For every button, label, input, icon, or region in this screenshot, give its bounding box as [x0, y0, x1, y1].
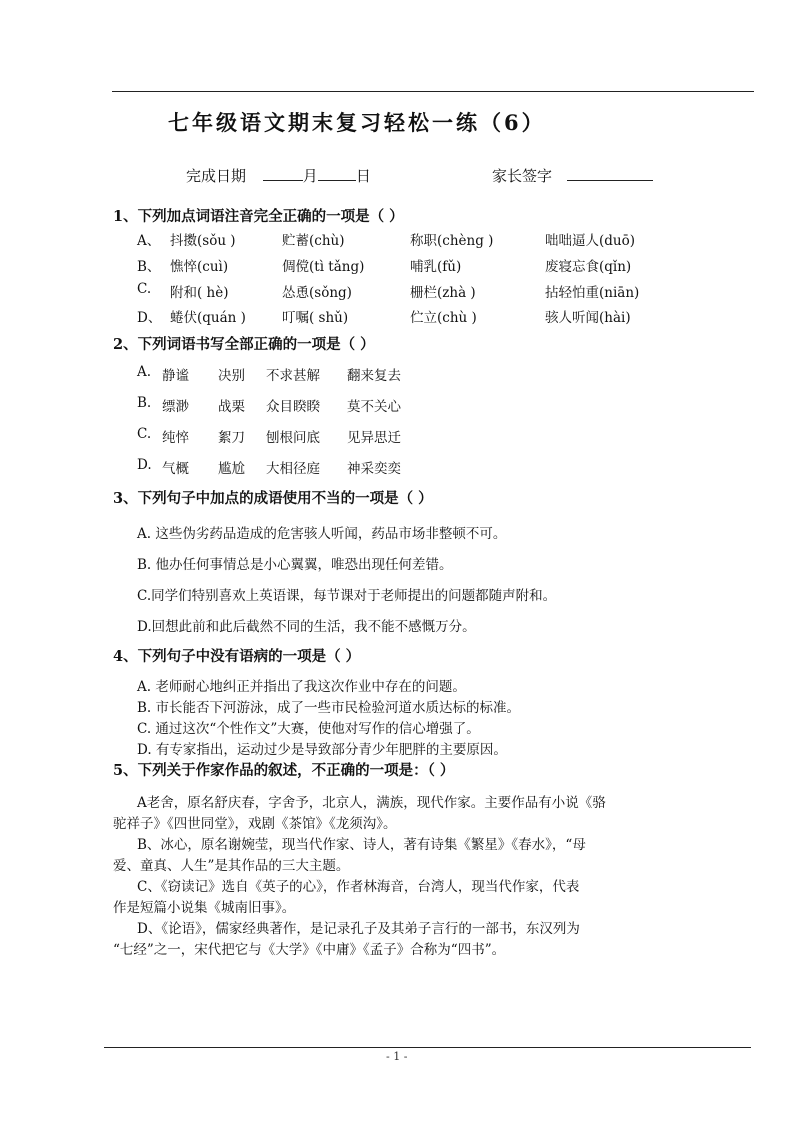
q2-option-a-word-3: 不求甚解: [266, 368, 320, 384]
q1-option-a-word-1: 抖擞(sǒu ): [170, 233, 236, 249]
q2-option-b-label: B.: [137, 395, 152, 411]
parent-signature-blank[interactable]: [567, 168, 653, 181]
question-1-heading: 1、下列加点词语注音完全正确的一项是（ ）: [113, 208, 404, 225]
q5-option-b-line-2: 爱、童真、人生”是其作品的三大主题。: [113, 858, 350, 874]
question-3-heading: 3、下列句子中加点的成语使用不当的一项是（ ）: [113, 490, 433, 507]
q1-option-d-word-2: 叮嘱( shǔ): [282, 310, 349, 326]
q4-option-c: C. 通过这次“个性作文”大赛，使他对写作的信心增强了。: [137, 721, 480, 737]
q5-option-d-line-2: “七经”之一，宋代把它与《大学》《中庸》《孟子》合称为“四书”。: [113, 942, 506, 958]
q2-option-c-label: C.: [137, 426, 152, 442]
q1-option-d-word-3: 伫立(chù ): [410, 310, 477, 326]
q5-option-d-line-1: D、《论语》，儒家经典著作，是记录孔子及其弟子言行的一部书，东汉列为: [137, 921, 580, 937]
completion-date-label: 完成日期: [186, 167, 247, 185]
day-label: 日: [355, 167, 371, 185]
q1-option-d-word-1: 蜷伏(quán ): [170, 310, 246, 326]
parent-signature-row: [492, 165, 653, 186]
q1-option-b-word-2: 倜傥(tì tǎng): [282, 259, 365, 275]
q2-option-d-word-4: 神采奕奕: [347, 461, 401, 477]
q1-option-b-label: B、: [137, 259, 161, 275]
q5-option-a-line-2: 驼祥子》《四世同堂》，戏剧《茶馆》《龙须沟》。: [113, 816, 397, 832]
question-4-heading: 4、下列句子中没有语病的一项是（ ）: [113, 648, 361, 665]
q4-option-a: A. 老师耐心地纠正并指出了我这次作业中存在的问题。: [137, 679, 466, 695]
q2-option-d-word-3: 大相径庭: [266, 461, 320, 477]
q2-option-a-word-4: 翻来复去: [347, 368, 401, 384]
q3-option-c: C.同学们特别喜欢上英语课，每节课对于老师提出的问题都随声附和。: [137, 588, 557, 604]
q1-option-a-word-4: 咄咄逼人(duō): [545, 233, 635, 249]
bottom-rule: [104, 1047, 751, 1048]
q1-option-c-word-4: 拈轻怕重(niān): [545, 285, 640, 301]
q5-option-c-line-1: C、《窃读记》选自《英子的心》，作者林海音，台湾人，现当代作家，代表: [137, 879, 580, 895]
completion-date-row: [186, 165, 371, 186]
q2-option-b-word-3: 众目睽睽: [266, 399, 320, 415]
q5-option-c-line-2: 作是短篇小说集《城南旧事》。: [113, 900, 296, 916]
q2-option-c-word-2: 絮刀: [218, 430, 245, 446]
q2-option-a-word-2: 决别: [218, 368, 245, 384]
month-label: 月: [302, 167, 318, 185]
q1-option-b-word-4: 废寝忘食(qǐn): [545, 259, 632, 275]
q1-option-a-word-3: 称职(chèng ): [410, 233, 494, 249]
question-2-heading: 2、下列词语书写全部正确的一项是（ ）: [113, 336, 375, 353]
page-title: 七年级语文期末复习轻松一练（6）: [168, 110, 546, 135]
q1-option-d-word-4: 骇人听闻(hài): [545, 310, 631, 326]
q1-option-b-word-3: 哺乳(fǔ): [410, 259, 462, 275]
q2-option-d-label: D.: [137, 457, 152, 473]
q5-option-b-line-1: B、冰心，原名谢婉莹，现当代作家、诗人，著有诗集《繁星》《春水》，“母: [137, 837, 586, 853]
parent-signature-label: 家长签字: [492, 167, 553, 185]
q1-option-a-label: A、: [137, 233, 161, 249]
question-5-heading: 5、下列关于作家作品的叙述，不正确的一项是：（ ）: [113, 762, 455, 779]
q1-option-c-word-3: 栅栏(zhà ): [410, 285, 476, 301]
q2-option-b-word-1: 缥渺: [162, 399, 189, 415]
q3-option-d: D.回想此前和此后截然不同的生活，我不能不感慨万分。: [137, 619, 476, 635]
q3-option-a: A. 这些伪劣药品造成的危害骇人听闻，药品市场非整顿不可。: [137, 526, 507, 542]
q4-option-d: D. 有专家指出，运动过少是导致部分青少年肥胖的主要原因。: [137, 742, 507, 758]
q1-option-c-label: C.: [137, 281, 152, 297]
day-blank[interactable]: [318, 168, 356, 181]
q2-option-c-word-1: 纯悴: [162, 430, 189, 446]
q2-option-c-word-3: 刨根问底: [266, 430, 320, 446]
month-blank[interactable]: [263, 168, 303, 181]
page-number: - 1 -: [386, 1050, 408, 1063]
q2-option-d-word-1: 气概: [162, 461, 189, 477]
q1-option-a-word-2: 贮蓄(chù): [282, 233, 345, 249]
q3-option-b: B. 他办任何事情总是小心翼翼，唯恐出现任何差错。: [137, 557, 453, 573]
q2-option-a-word-1: 静谧: [162, 368, 189, 384]
q2-option-b-word-4: 莫不关心: [347, 399, 401, 415]
q2-option-c-word-4: 见异思迁: [347, 430, 401, 446]
q5-option-a-line-1: A老舍，原名舒庆春，字舍予，北京人，满族，现代作家。主要作品有小说《骆: [137, 795, 606, 811]
top-rule: [112, 91, 754, 92]
q2-option-d-word-2: 尴尬: [218, 461, 245, 477]
q1-option-d-label: D、: [137, 310, 162, 326]
q2-option-a-label: A.: [137, 364, 152, 380]
q1-option-b-word-1: 憔悴(cuì): [170, 259, 229, 275]
q1-option-c-word-1: 附和( hè): [170, 285, 229, 301]
q4-option-b: B. 市长能否下河游泳，成了一些市民检验河道水质达标的标准。: [137, 700, 521, 716]
q1-option-c-word-2: 怂恿(sǒng): [282, 285, 352, 301]
q2-option-b-word-2: 战栗: [218, 399, 245, 415]
